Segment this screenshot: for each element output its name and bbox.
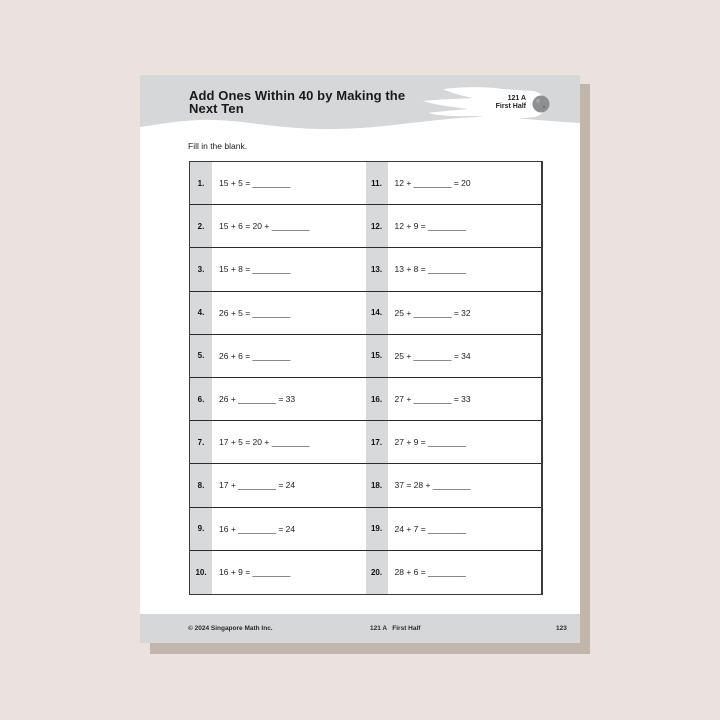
problem-row[interactable] bbox=[190, 335, 366, 378]
worksheet-title: Add Ones Within 40 by Making the Next Ten bbox=[189, 88, 406, 116]
page-footer bbox=[140, 614, 580, 643]
page-number: 123 bbox=[556, 625, 567, 632]
problem-expression: 12 + ________ = 20 bbox=[394, 178, 471, 189]
problem-number: 6. bbox=[190, 378, 212, 420]
problem-row[interactable] bbox=[366, 162, 542, 205]
problem-number: 1. bbox=[190, 162, 212, 204]
problem-number: 19. bbox=[366, 508, 388, 550]
lesson-half: First Half bbox=[495, 103, 526, 110]
problem-row[interactable] bbox=[366, 335, 542, 378]
problem-number: 5. bbox=[190, 335, 212, 377]
problem-expression: 25 + ________ = 34 bbox=[394, 350, 471, 361]
problem-number: 3. bbox=[190, 248, 212, 290]
copyright-text: © 2024 Singapore Math Inc. bbox=[188, 625, 273, 632]
problem-row[interactable] bbox=[190, 292, 366, 335]
problem-row[interactable] bbox=[190, 162, 366, 205]
problem-row[interactable] bbox=[190, 551, 366, 594]
worksheet-page bbox=[140, 75, 580, 643]
problem-expression: 27 + 9 = ________ bbox=[394, 437, 466, 448]
problem-row[interactable] bbox=[366, 464, 542, 507]
problem-expression: 13 + 8 = ________ bbox=[394, 264, 466, 275]
problem-table bbox=[189, 161, 543, 595]
problem-row[interactable] bbox=[190, 248, 366, 291]
problem-expression: 12 + 9 = ________ bbox=[394, 221, 466, 232]
problem-expression: 17 + 5 = 20 + ________ bbox=[219, 437, 310, 448]
problem-row[interactable] bbox=[190, 421, 366, 464]
problem-number: 18. bbox=[366, 464, 388, 506]
problem-number: 9. bbox=[190, 508, 212, 550]
problem-number: 4. bbox=[190, 292, 212, 334]
lesson-code: 121 A bbox=[507, 95, 526, 102]
problem-number: 16. bbox=[366, 378, 388, 420]
problem-row[interactable] bbox=[366, 378, 542, 421]
problem-expression: 16 + 9 = ________ bbox=[219, 567, 291, 578]
section-label: 121 A First Half bbox=[370, 625, 421, 632]
problem-expression: 28 + 6 = ________ bbox=[394, 567, 466, 578]
problem-row[interactable] bbox=[366, 551, 542, 594]
problem-expression: 16 + ________ = 24 bbox=[219, 523, 296, 534]
problem-expression: 15 + 5 = ________ bbox=[219, 178, 291, 189]
problem-expression: 24 + 7 = ________ bbox=[394, 523, 466, 534]
problem-row[interactable] bbox=[366, 292, 542, 335]
problem-number: 2. bbox=[190, 205, 212, 247]
problem-expression: 26 + 5 = ________ bbox=[219, 307, 291, 318]
problem-expression: 37 = 28 + ________ bbox=[394, 480, 471, 491]
problem-expression: 25 + ________ = 32 bbox=[394, 307, 471, 318]
problem-row[interactable] bbox=[190, 508, 366, 551]
problem-number: 7. bbox=[190, 421, 212, 463]
problem-number: 11. bbox=[366, 162, 388, 204]
problem-row[interactable] bbox=[366, 205, 542, 248]
problem-expression: 15 + 8 = ________ bbox=[219, 264, 291, 275]
problem-row[interactable] bbox=[366, 421, 542, 464]
problem-row[interactable] bbox=[190, 378, 366, 421]
problem-row[interactable] bbox=[366, 508, 542, 551]
problem-number: 17. bbox=[366, 421, 388, 463]
problem-row[interactable] bbox=[190, 205, 366, 248]
problem-number: 13. bbox=[366, 248, 388, 290]
problem-expression: 26 + 6 = ________ bbox=[219, 350, 291, 361]
problem-expression: 26 + ________ = 33 bbox=[219, 394, 296, 405]
lesson-badge bbox=[478, 95, 526, 111]
problem-row[interactable] bbox=[190, 464, 366, 507]
problem-expression: 15 + 6 = 20 + ________ bbox=[219, 221, 310, 232]
problem-number: 14. bbox=[366, 292, 388, 334]
problem-expression: 17 + ________ = 24 bbox=[219, 480, 296, 491]
problem-expression: 27 + ________ = 33 bbox=[394, 394, 471, 405]
problem-number: 8. bbox=[190, 464, 212, 506]
problem-number: 20. bbox=[366, 551, 388, 594]
problem-row[interactable] bbox=[366, 248, 542, 291]
instruction-text: Fill in the blank. bbox=[188, 141, 248, 151]
problem-number: 10. bbox=[190, 551, 212, 594]
problem-number: 12. bbox=[366, 205, 388, 247]
problem-number: 15. bbox=[366, 335, 388, 377]
